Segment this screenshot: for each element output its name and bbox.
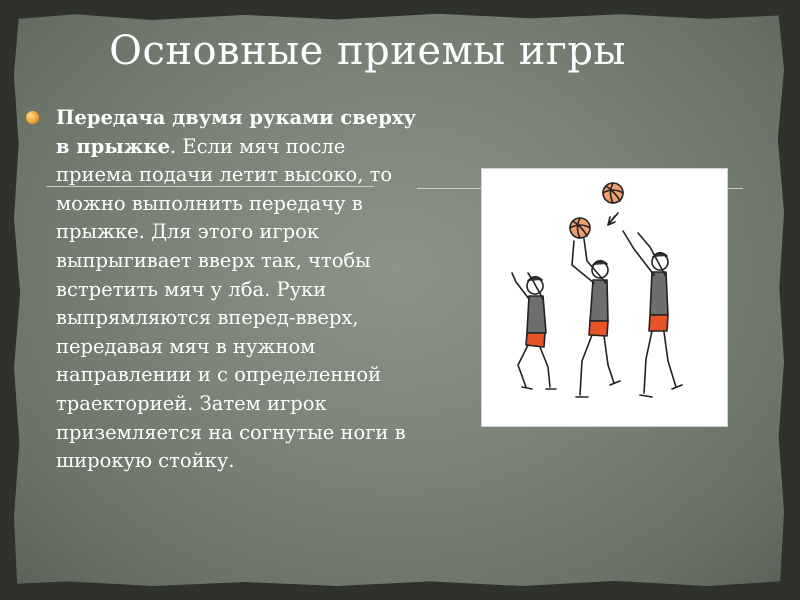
slide-title: Основные приемы игры [109,28,626,74]
player-3 [623,231,682,397]
volleyball-players-illustration [481,168,728,427]
body-paragraph [56,104,416,476]
ball-icon [603,183,623,203]
bold-lead-text: Передача двумя руками сверху в прыжке [56,106,416,158]
player-1 [512,273,556,389]
paragraph-text: . Если мяч после приема подачи летит высоко, то можно выполнить передачу в прыжке. Для этого игрок выпрыгивает вверх так, чтобы встретить мяч у лба. Руки выпрямляются вперед-вверх, передавая мяч в нужном направлении и с определенной траекторией. Затем игрок приземляется на согнутые ноги в широкую стойку. [56,134,406,473]
illustration-svg [482,169,727,426]
divider-line-left [46,186,374,187]
ball-icon [570,218,590,238]
player-2 [572,239,620,397]
bullet-icon [26,111,39,124]
